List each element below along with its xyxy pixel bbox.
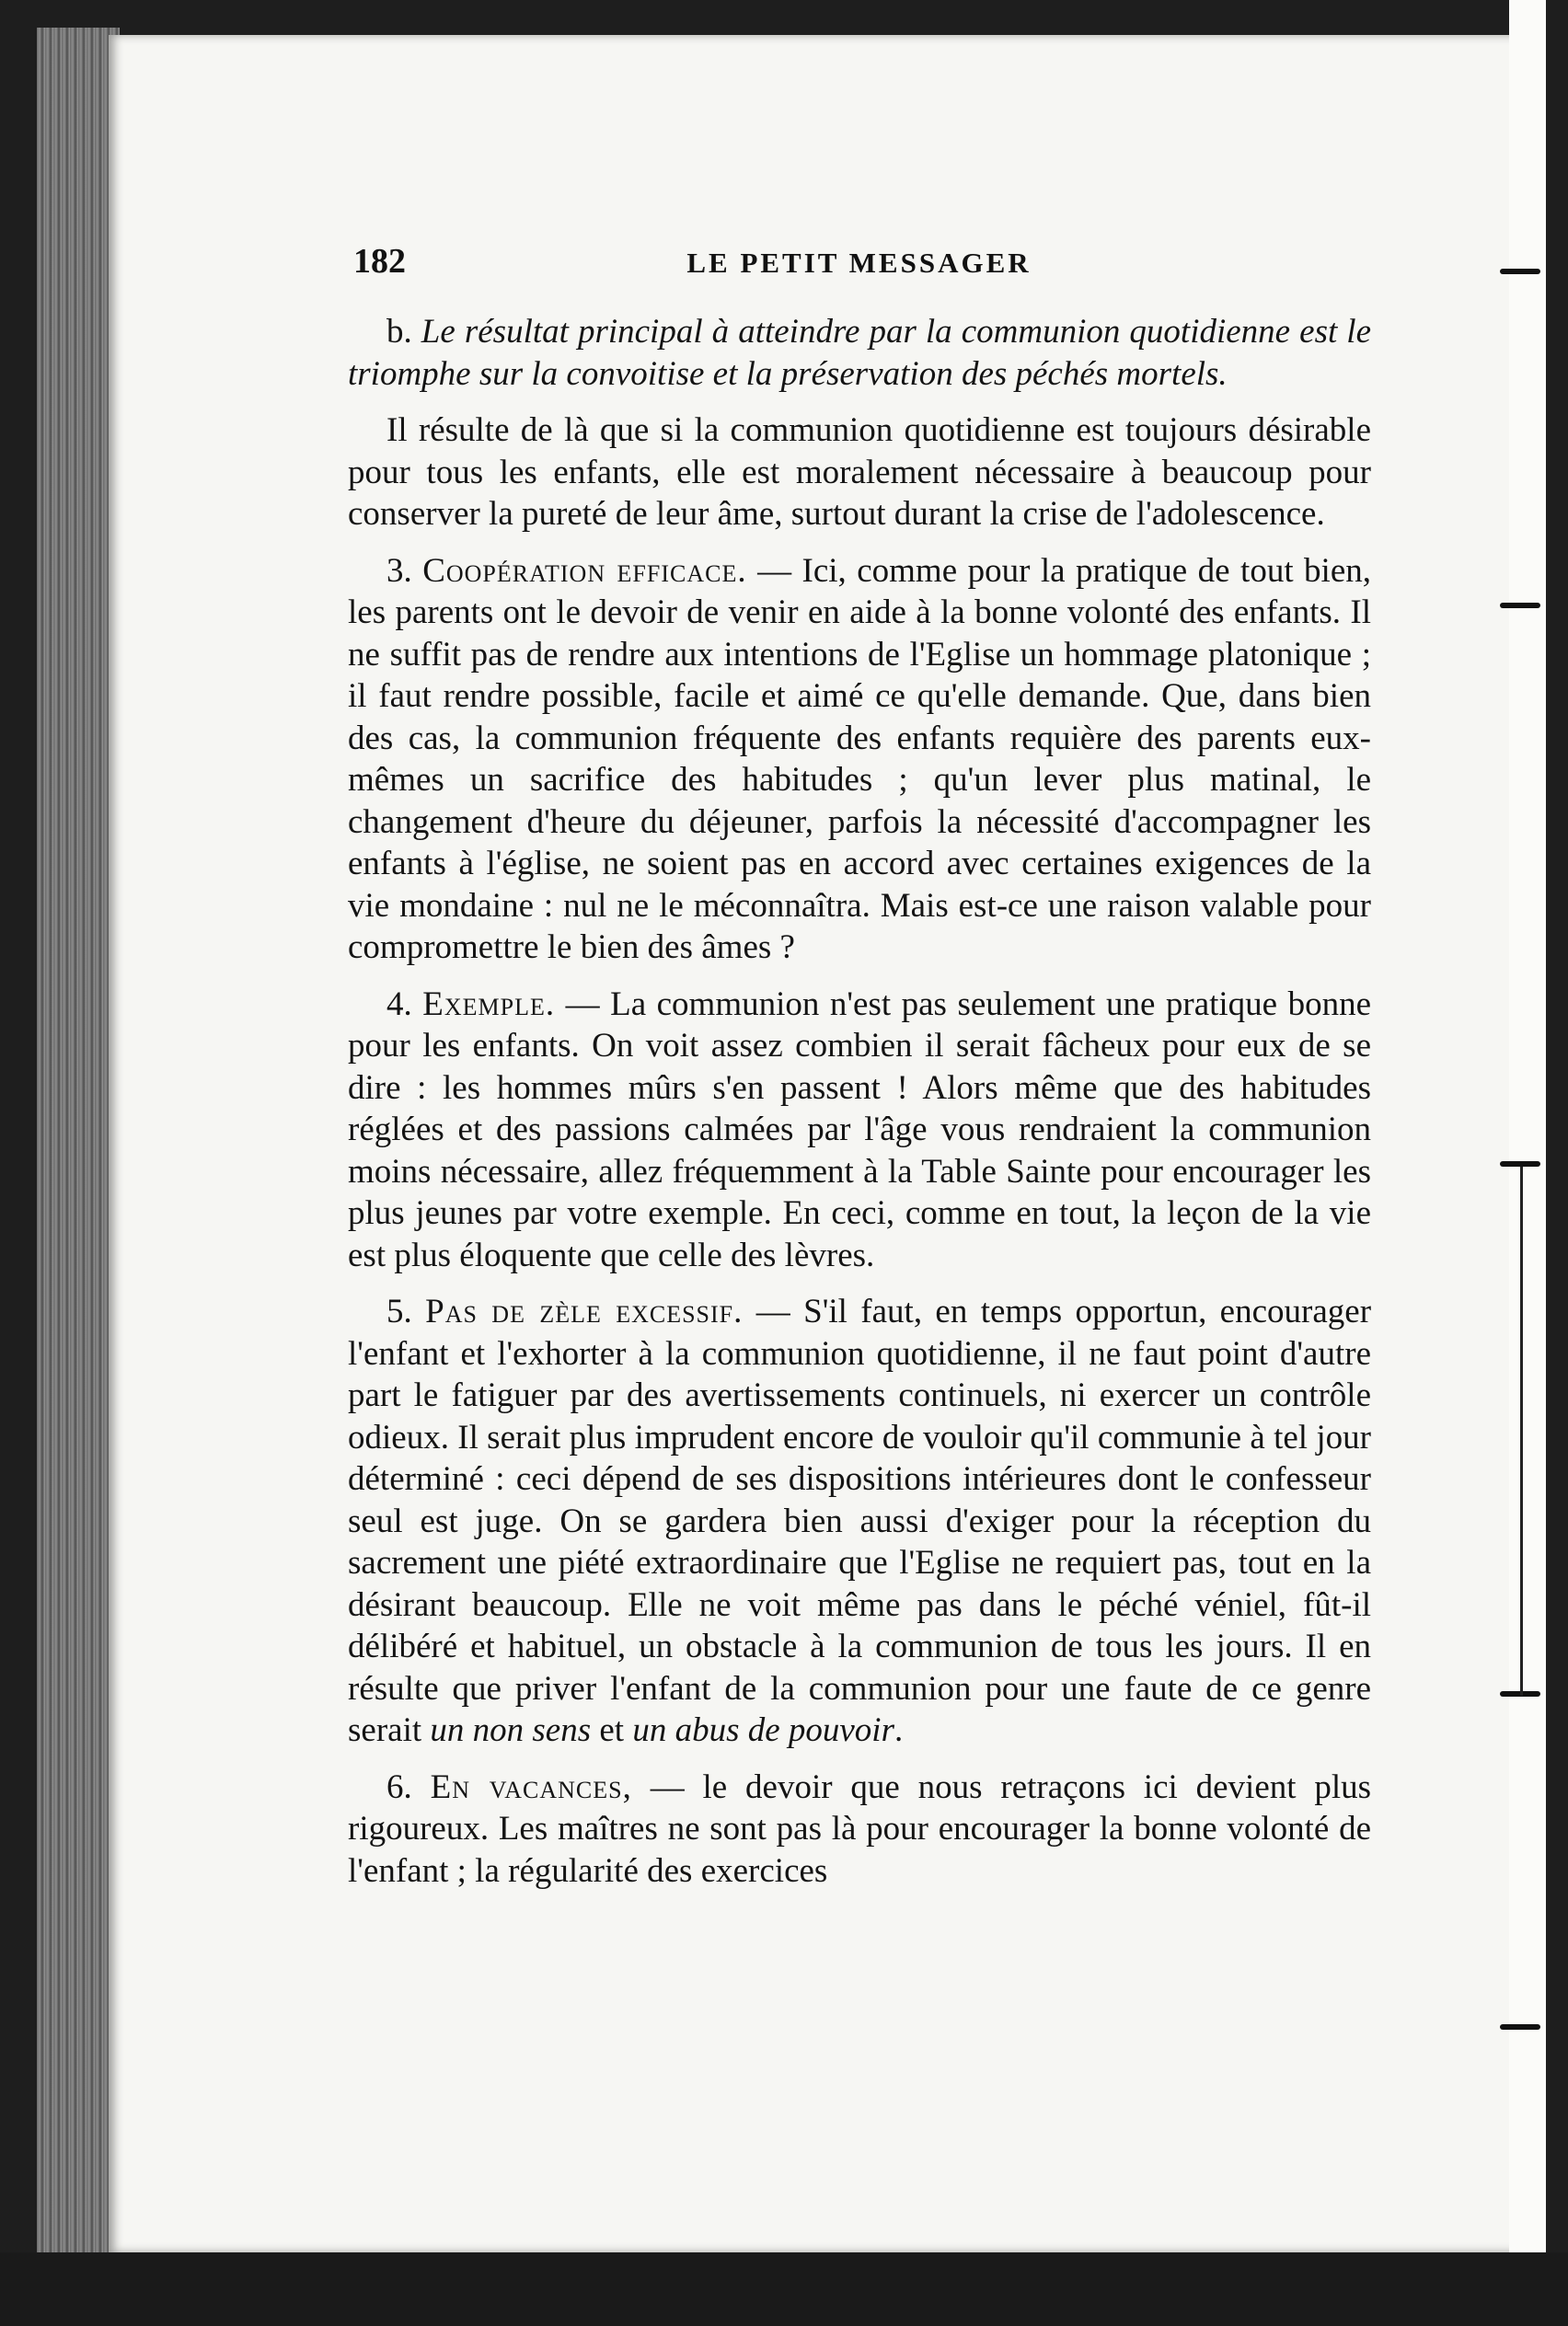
sentence-end: . (894, 1711, 904, 1749)
bottom-shadow (0, 2252, 1568, 2326)
italic-phrase: un non sens (430, 1711, 592, 1749)
paragraph-text (348, 409, 1371, 535)
page-number: 182 (353, 242, 406, 281)
paragraph-5 (348, 1291, 1371, 1752)
binding-thread (1520, 1167, 1523, 1696)
book-page-edges (37, 28, 120, 2254)
binding-mark (1500, 603, 1540, 608)
paragraph-label: 3. (386, 551, 412, 590)
paragraph-3 (348, 550, 1371, 969)
running-title: LE PETIT MESSAGER (686, 247, 1032, 279)
running-header (346, 241, 1372, 287)
section-heading: Pas de zèle excessif. (425, 1293, 744, 1330)
section-heading: Coopération efficace. (422, 551, 747, 590)
section-heading: En vacances, (430, 1768, 632, 1806)
section-heading: Exemple. (422, 985, 556, 1023)
italic-phrase: un abus de pouvoir (632, 1711, 894, 1749)
paragraph-4 (348, 984, 1371, 1277)
paragraph-body: — S'il faut, en temps opportun, encourager l'enfant et l'exhorter à la communion quotidienne, il ne faut point d'autre part le fatiguer par des avertissements continuels, ni exercer un contrôle odieux. Il serait plus imprudent encore de vouloir qu'il communie à tel jour déterminé : ceci dépend de ses dispositions intérieures dont le confesseur seul est juge. On se gardera bien aussi d'exiger pour la réception du sacrement une piété extraordinaire que l'Eglise ne requiert pas, tout en la désirant beaucoup. Elle ne voit même pas dans le péché véniel, fût-il délibéré et habituel, un obstacle à la communion de tous les jours. Il en résulte que priver l'enfant de la communion pour une faute de ce genre serait (348, 1293, 1372, 1749)
paragraph-6 (348, 1767, 1371, 1893)
binding-mark (1500, 2024, 1540, 2030)
paragraph-italic: Le résultat principal à atteindre par la communion quotidienne est le triomphe sur la convoitise et la préservation des péchés mortels. (348, 313, 1371, 393)
joiner-word: et (599, 1711, 625, 1749)
paragraph-label: 4. (386, 985, 412, 1023)
binding-mark (1500, 269, 1540, 274)
paragraph-label: 6. (386, 1768, 412, 1806)
paragraph-body: — Ici, comme pour la pratique de tout bien, les parents ont le devoir de venir en aide à la bonne volonté des enfants. Il ne suffit pas de rendre aux intentions de l'Eglise un hommage platonique ; il faut rendre possible, facile et aimé ce qu'elle demande. Que, dans bien des cas, la communion fréquente des enfants requière des parents eux-mêmes un sacrifice des habitudes ; qu'un lever plus matinal, le changement d'heure du déjeuner, parfois la nécessité d'accompagner les enfants à l'église, ne soient pas en accord avec certaines exigences de la vie mondaine : nul ne le méconnaîtra. Mais est-ce une raison valable pour compromettre le bien des âmes ? (348, 551, 1371, 966)
body-text (348, 311, 1371, 1906)
paragraph-body: — La communion n'est pas seulement une pratique bonne pour les enfants. On voit assez combien il serait fâcheux pour eux de se dire : les hommes mûrs s'en passent ! Alors même que des habitudes réglées et des passions calmées par l'âge vous rendraient la communion moins nécessaire, allez fréquemment à la Table Sainte pour encourager les plus jeunes par votre exemple. En ceci, comme en tout, la leçon de la vie est plus éloquente que celle des lèvres. (348, 985, 1372, 1274)
paragraph-body: — le devoir que nous retraçons ici devient plus rigoureux. Les maîtres ne sont pas là pour encourager la bonne volonté de l'enfant ; la régularité des exercices (348, 1768, 1372, 1890)
paragraph-label: 5. (386, 1293, 412, 1330)
paragraph-body: Il résulte de là que si la communion quotidienne est toujours désirable pour tous les enfants, elle est moralement nécessaire à beaucoup pour conserver la pureté de leur âme, surtout durant la crise de l'adolescence. (348, 411, 1371, 533)
paragraph-label: b. (386, 313, 412, 351)
paragraph-b (348, 311, 1371, 395)
